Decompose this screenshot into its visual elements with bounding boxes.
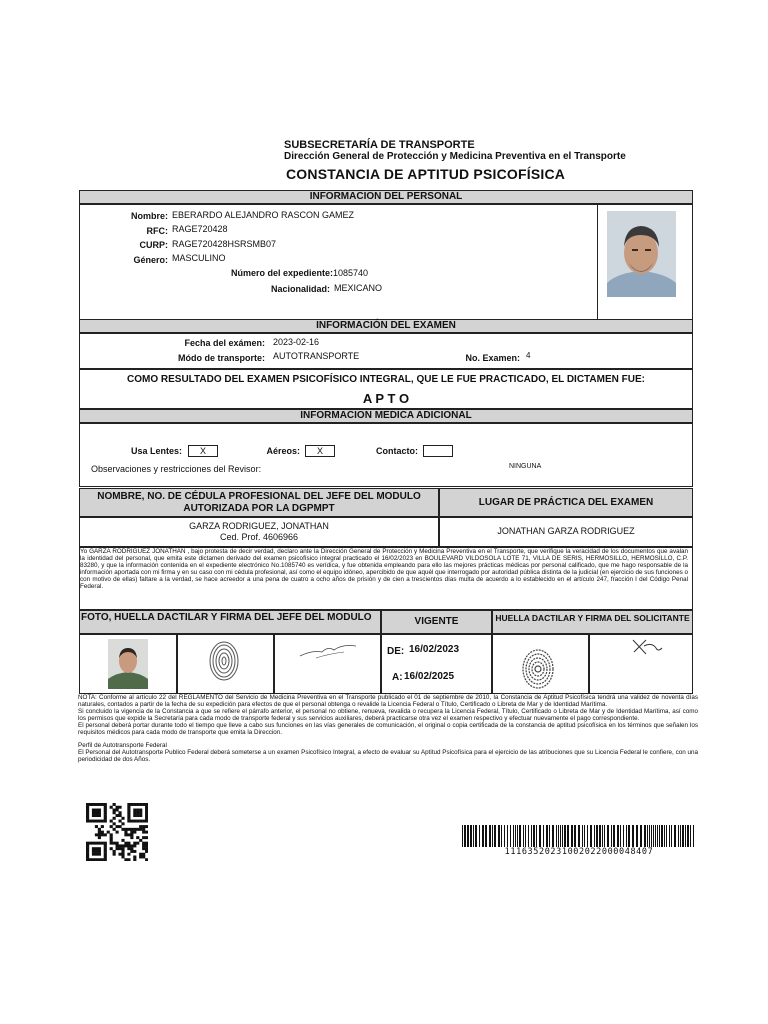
observaciones-label: Observaciones y restricciones del Revisor: — [91, 464, 262, 474]
curp-label: CURP: — [139, 240, 168, 250]
firmas-header-jefe: FOTO, HUELLA DACTILAR Y FIRMA DEL JEFE DEL MODULO — [79, 610, 381, 634]
expediente-label: Número del expediente: — [230, 268, 333, 278]
aereos-checkbox[interactable]: X — [305, 445, 335, 457]
resultado-text: COMO RESULTADO DEL EXAMEN PSICOFÍSICO INTEGRAL, QUE LE FUE PRACTICADO, EL DICTAMEN FUE: — [127, 374, 645, 385]
vigencia-a-value: 16/02/2025 — [404, 671, 455, 682]
jefe-fingerprint-icon — [208, 640, 240, 682]
nota-p3: El personal deberá portar durante todo el tiempo que lleve a cabo sus funciones en las vías generales de comunicación, el original o copia certificada de la constancia de aptitud psicofísica en los términos que señalen los requisitos médicos para cada modo de transporte que emita la Direccion. — [78, 722, 698, 736]
rfc-value: RAGE720428 — [172, 224, 228, 234]
nacionalidad-label: Nacionalidad: — [270, 284, 330, 294]
jefe-header: NOMBRE, NO. DE CÉDULA PROFESIONAL DEL JEFE DEL MODULO AUTORIZADA POR LA DGPMPT — [79, 488, 439, 517]
nombre-value: EBERARDO ALEJANDRO RASCON GAMEZ — [172, 210, 355, 220]
vigencia-cell — [381, 634, 492, 694]
no-examen-label: No. Examen: — [465, 353, 520, 363]
nota-text — [78, 694, 698, 763]
jefe-cedula: Ced. Prof. 4606966 — [219, 532, 299, 542]
declaracion-text: Yo GARZA RODRIGUEZ JONATHAN , bajo protesta de decir verdad, declaro ante la Dirección General de Protección y Medicina Preventiva en el Transporte, que verifique la veracidad de los documentos que avalan la identidad del personal, que emita este dictamen derivado del examen psicofísico integral practicado el 16/02/2023 en BOULEVARD VILDOSOLA LOTE 71, VILLA DE SERIS, HERMOSILLO, HERMOSILLO, C.P. 83280, y que la información contenida en el expediente electrónico No.1085740 es verídica, y fue obtenida empleando para ello las mejores prácticas médicas por personal calificado, que me hago responsable de la información aportada con mi firma y en su caso con mi cédula profesional, así como el equipo idóneo, apercibido de que aquél que interrogado por autoridad pública distinta de la judicial (en ejercicio de sus funciones o con motivo de ellas) faltare a la verdad, se hace acreedor a una pena de cuatro a ocho años de prisión y de cien a trescientos días multa de acuerdo a lo establecido en el artículo 247, fracción I del Código Penal Federal. — [80, 548, 688, 590]
lentes-label: Usa Lentes: — [130, 446, 182, 456]
vigencia-a-label: A: — [392, 672, 403, 683]
contacto-checkbox[interactable] — [423, 445, 453, 457]
examen-section-header: INFORMACIÓN DEL EXAMEN — [79, 319, 693, 333]
barcode-number: 11163520231002022000048407 — [504, 847, 654, 857]
nota-p2: Si concluido la vigencia de la Constancia a que se refiere el párrafo anterior, el personal no obtiene, renueva, revalida o recupera la Licencia Federal, Título, Certificado o Libreta de Mar y de Identidad Marítima, así como los permisos que expide la Secretaría para cada modo de transporte federal y sus servicios auxiliares, deberá practicarse otra vez el examen respectivo y efectuar nuevamente el pago correspondiente. — [78, 708, 698, 722]
barcode-icon — [462, 825, 696, 847]
modo-label: Módo de transporte: — [178, 353, 265, 363]
perfil-title: Perfil de Autotransporte Federal — [78, 742, 167, 749]
lugar-header: LUGAR DE PRÁCTICA DEL EXAMEN — [439, 488, 693, 517]
lugar-value: JONATHAN GARZA RODRIGUEZ — [497, 526, 635, 536]
fecha-label: Fecha del exámen: — [184, 338, 265, 348]
rfc-label: RFC: — [146, 226, 168, 236]
no-examen-value: 4 — [526, 351, 531, 360]
dictamen-value: A P T O — [362, 391, 410, 406]
perfil-text: El Personal del Autotransporte Publico Federal deberá someterse a un examen Psicofísico Integral, a efecto de evaluar su Aptitud Psicofísica para el ejercicio de las atribuciones que su Licencia Federal le confiere, con una periodicidad de dos Años. — [78, 749, 698, 763]
qr-code-icon — [86, 803, 148, 861]
solicitante-fingerprint-icon — [521, 648, 555, 690]
agency-title: SUBSECRETARÍA DE TRANSPORTE — [284, 139, 475, 151]
genero-label: Género: — [133, 255, 168, 265]
fecha-value: 2023-02-16 — [273, 337, 320, 347]
nacionalidad-value: MEXICANO — [334, 283, 383, 293]
personal-section-header: INFORMACION DEL PERSONAL — [79, 190, 693, 204]
curp-value: RAGE720428HSRSMB07 — [172, 239, 277, 249]
genero-value: MASCULINO — [172, 253, 226, 263]
vigencia-de-label: DE: — [387, 646, 405, 657]
nombre-label: Nombre: — [130, 211, 168, 221]
contacto-label: Contacto: — [376, 446, 418, 456]
jefe-nombre: GARZA RODRIGUEZ, JONATHAN — [189, 521, 329, 531]
jefe-photo — [108, 639, 148, 689]
vigente-header: VIGENTE — [381, 610, 492, 634]
medica-section-header: INFORMACION MEDICA ADICIONAL — [79, 409, 693, 423]
firmas-header-solicitante: HUELLA DACTILAR Y FIRMA DEL SOLICITANTE — [492, 610, 693, 634]
applicant-photo — [607, 211, 676, 297]
lentes-checkbox[interactable]: X — [188, 445, 218, 457]
aereos-label: Aéreos: — [266, 446, 300, 456]
direction-title: Dirección General de Protección y Medicina Preventiva en el Transporte — [284, 151, 626, 162]
modo-value: AUTOTRANSPORTE — [273, 351, 360, 361]
nota-p1: NOTA: Conforme al artículo 22 del REGLAMENTO del Servicio de Medicina Preventiva en el Transporte publicado el 01 de septiembre de 2010, la Constancia de Aptitud Psicofísica tendrá una validez de noventa días naturales, contados a partir de la fecha de su expedición para efectos de que el personal obtenga o revalide la Licencia Federal o Título, Certificado o Libreta de Mar y de Identidad Marítima. — [78, 694, 698, 708]
vigencia-de-value: 16/02/2023 — [409, 644, 460, 655]
observaciones-value: NINGUNA — [509, 463, 542, 470]
jefe-signature — [298, 640, 358, 662]
document-title: CONSTANCIA DE APTITUD PSICOFÍSICA — [286, 166, 566, 182]
expediente-value: 1085740 — [333, 268, 369, 278]
solicitante-signature — [630, 636, 664, 660]
